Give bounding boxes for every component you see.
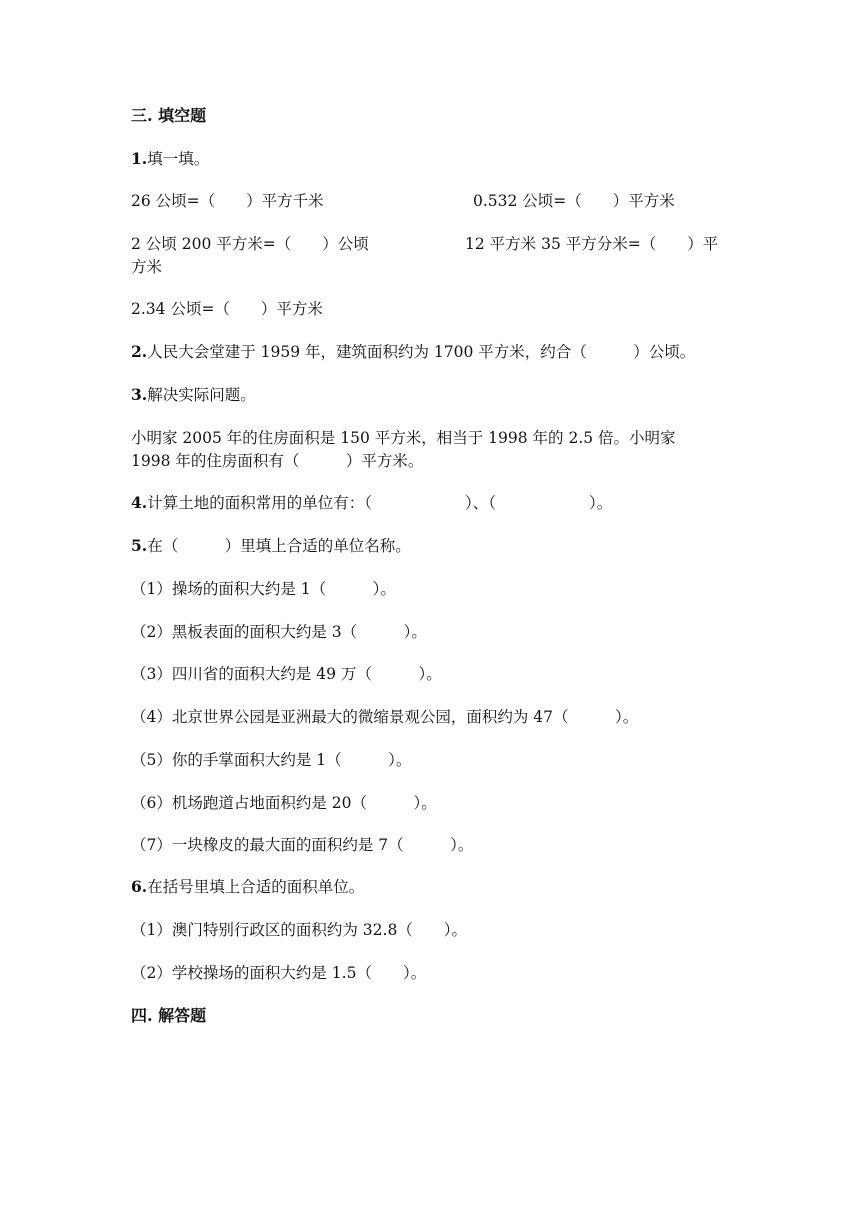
q1-item-4-continued: 方米 — [131, 258, 163, 276]
q3-line-1: 小明家 2005 年的住房面积是 150 平方米，相当于 1998 年的 2.5 倍。小明家 — [131, 429, 676, 447]
question-number: 6. — [131, 877, 148, 896]
question-4 — [131, 492, 612, 514]
question-1-title — [131, 148, 209, 170]
question-text: 在括号里填上合适的面积单位。 — [147, 878, 365, 896]
question-text: 在（ ）里填上合适的单位名称。 — [147, 537, 411, 555]
question-text: 解决实际问题。 — [147, 386, 256, 404]
question-5-title — [131, 535, 411, 557]
question-2 — [131, 341, 695, 363]
question-number: 2. — [131, 342, 148, 361]
q6-item-1: （1）澳门特别行政区的面积约为 32.8（ ）。 — [131, 921, 468, 939]
q5-item-4: （4）北京世界公园是亚洲最大的微缩景观公园，面积约为 47（ ）。 — [131, 708, 639, 726]
question-number: 3. — [131, 385, 148, 404]
q1-item-4: 12 平方米 35 平方分米=（ ）平 — [465, 235, 719, 253]
q1-item-3: 2 公顷 200 平方米=（ ）公顷 — [131, 235, 369, 253]
q5-item-2: （2）黑板表面的面积大约是 3（ ）。 — [131, 623, 427, 641]
q3-line-2: 1998 年的住房面积有（ ）平方米。 — [131, 452, 424, 470]
q1-item-2: 0.532 公顷=（ ）平方米 — [473, 192, 675, 210]
question-number: 4. — [131, 493, 148, 512]
question-number: 5. — [131, 536, 148, 555]
q5-item-5: （5）你的手掌面积大约是 1（ ）。 — [131, 751, 412, 769]
question-text: 计算土地的面积常用的单位有：（ ）、（ ）。 — [147, 494, 613, 512]
section-3-heading: 三. 填空题 — [131, 106, 207, 125]
question-text: 人民大会堂建于 1959 年，建筑面积约为 1700 平方米，约合（ ）公顷。 — [147, 343, 696, 361]
question-6-title — [131, 876, 364, 898]
q6-item-2: （2）学校操场的面积大约是 1.5（ ）。 — [131, 964, 427, 982]
q5-item-6: （6）机场跑道占地面积约是 20（ ）。 — [131, 794, 437, 812]
section-4-heading: 四. 解答题 — [131, 1006, 207, 1025]
q1-item-5: 2.34 公顷=（ ）平方米 — [131, 300, 323, 318]
q5-item-1: （1）操场的面积大约是 1（ ）。 — [131, 580, 396, 598]
question-3-title — [131, 384, 256, 406]
question-text: 填一填。 — [147, 150, 210, 168]
q5-item-7: （7）一块橡皮的最大面的面积约是 7（ ）。 — [131, 836, 474, 854]
question-number: 1. — [131, 149, 148, 168]
q5-item-3: （3）四川省的面积大约是 49 万（ ）。 — [131, 665, 442, 683]
q1-item-1: 26 公顷=（ ）平方千米 — [131, 192, 324, 210]
